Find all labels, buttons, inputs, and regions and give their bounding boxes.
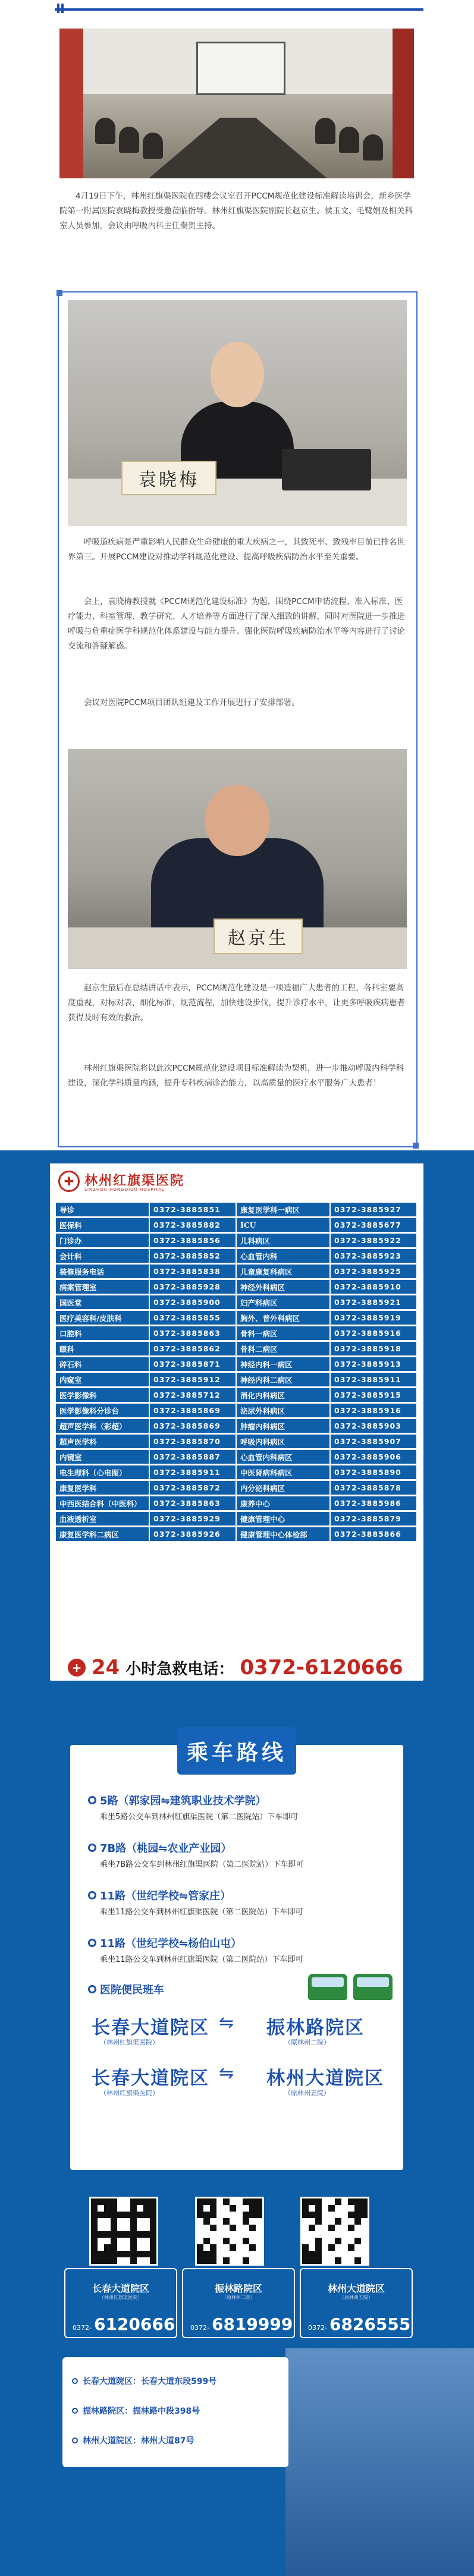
hospital-name-en: LINZHOU HONGQIQU HOSPITAL xyxy=(84,1187,165,1192)
department-phone[interactable]: 0372-3885851 xyxy=(150,1203,236,1216)
circle-icon xyxy=(72,2437,78,2443)
top-divider xyxy=(55,8,423,11)
nameplate: 赵京生 xyxy=(214,919,303,954)
circle-icon xyxy=(88,1985,96,1993)
department-phone[interactable]: 0372-3885911 xyxy=(150,1465,236,1479)
department-name: 中西医结合科（中医科） xyxy=(56,1496,149,1510)
department-name: 医保科 xyxy=(56,1218,149,1232)
department-phone[interactable]: 0372-3885878 xyxy=(331,1481,416,1495)
department-name: 超声医学科（彩超） xyxy=(56,1419,149,1433)
department-name: 骨科一病区 xyxy=(237,1326,329,1340)
nameplate: 袁晓梅 xyxy=(121,461,216,495)
phone-directory-table xyxy=(56,1203,418,1541)
department-name: 心血管内科病区 xyxy=(237,1450,329,1464)
campus-a-sub: （林州红旗渠医院） xyxy=(100,2039,159,2046)
department-phone[interactable]: 0372-3885927 xyxy=(331,1203,416,1216)
hospital-name: 林州红旗渠医院 xyxy=(84,1173,185,1188)
department-phone[interactable]: 0372-3885929 xyxy=(150,1512,236,1526)
campus-phone[interactable]: 0372- 6826555 xyxy=(308,2314,411,2334)
department-phone[interactable]: 0372-3885887 xyxy=(150,1450,236,1464)
campus-b-sub: （原林州五院） xyxy=(284,2089,330,2097)
campus-sub: （原林州五院） xyxy=(340,2295,373,2300)
department-phone[interactable]: 0372-3885862 xyxy=(150,1342,236,1355)
department-name: 骨科二病区 xyxy=(237,1342,329,1355)
department-name: 国医堂 xyxy=(56,1295,149,1309)
paragraph-6: 林州红旗渠医院将以此次PCCM规范化建设项目标准解读为契机，进一步推动呼吸内科学科建设，深化学科质量内涵，提升专科疾病诊治能力，以高质量的医疗水平服务广大患者！ xyxy=(68,1064,404,1088)
hospital-logo-icon: ✚ xyxy=(58,1171,80,1192)
campus-a: 长春大道院区 xyxy=(92,2017,209,2039)
department-name: 康复医学科一病区 xyxy=(237,1203,329,1216)
route-line-1: 5路（郭家园⇋建筑职业技术学院） xyxy=(88,1792,266,1808)
department-phone[interactable]: 0372-3885911 xyxy=(331,1373,416,1386)
emergency-hours: 24 xyxy=(92,1656,120,1679)
paragraph-2: 呼吸道疾病是严重影响人民群众生命健康的重大疾病之一，其致死率、致残率目前已排名世界第三。开展PCCM建设对推动学科规范化建设、提高呼吸疾病防治水平至关重要。 xyxy=(68,537,405,562)
department-name: 儿科病区 xyxy=(237,1234,329,1247)
department-name: 呼吸内科病区 xyxy=(237,1435,329,1448)
qr-code-douyin[interactable] xyxy=(300,2197,369,2266)
emergency-label: 小时急救电话： xyxy=(125,1660,234,1678)
department-phone[interactable]: 0372-3885855 xyxy=(150,1311,236,1325)
phone-directory-card xyxy=(50,1163,423,1681)
department-phone[interactable]: 0372-3885925 xyxy=(331,1265,416,1278)
route-desc-4: 乘坐11路公交车到林州红旗渠医院（第二医院站）下车即可 xyxy=(100,1955,303,1964)
qr-code-subscription[interactable] xyxy=(89,2197,158,2266)
paragraph-3: 会上，袁晓梅教授就《PCCM规范化建设标准》为题，围绕PCCM申请流程、准入标准、医疗能力、科室管理、教学研究、人才培养等方面进行了深入细致的讲解，同时对医院进一步推进呼吸与危重症医学科规范化体系建设与能力提升、强化医院呼吸疾病防治水平等内容进行了讨论交流和答疑解惑。 xyxy=(68,597,405,651)
swap-arrow-icon: ⇋ xyxy=(219,2012,234,2033)
department-name: 医疗美容科/皮肤科 xyxy=(56,1311,149,1325)
route-desc-3: 乘坐11路公交车到林州红旗渠医院（第二医院站）下车即可 xyxy=(100,1908,303,1917)
department-phone[interactable]: 0372-3885907 xyxy=(331,1435,416,1448)
bus-route-card xyxy=(70,1740,403,2170)
department-name: 会计科 xyxy=(56,1249,149,1263)
department-phone[interactable]: 0372-3885916 xyxy=(331,1404,416,1417)
department-name: 儿童康复科病区 xyxy=(237,1265,329,1278)
department-phone[interactable]: 0372-3885872 xyxy=(150,1481,236,1495)
circle-icon xyxy=(72,2378,78,2384)
department-name: 口腔科 xyxy=(56,1326,149,1340)
emergency-phone[interactable]: 0372-6120666 xyxy=(240,1656,403,1679)
department-name: 中医肾病科病区 xyxy=(237,1465,329,1479)
qr-code-video[interactable] xyxy=(195,2197,264,2266)
department-name: 导诊 xyxy=(56,1203,149,1216)
circle-icon xyxy=(88,1844,96,1852)
department-phone[interactable]: 0372-3885871 xyxy=(150,1357,236,1371)
department-name: 康养中心 xyxy=(237,1496,329,1510)
department-name: 超声医学科 xyxy=(56,1435,149,1448)
route-line-2: 7B路（桃园⇋农业产业园） xyxy=(88,1840,231,1855)
department-name: 内窥室 xyxy=(56,1373,149,1386)
article-section xyxy=(0,0,474,1150)
campus-a-sub: （林州红旗渠医院） xyxy=(100,2089,159,2097)
department-name: 病案管理室 xyxy=(56,1280,149,1294)
campus-name: 林州大道院区 xyxy=(327,2283,385,2294)
department-phone[interactable]: 0372-3885900 xyxy=(150,1295,236,1309)
route-title: 乘车路线 xyxy=(177,1727,296,1775)
department-phone[interactable]: 0372-3885906 xyxy=(331,1450,416,1464)
department-phone[interactable]: 0372-3885913 xyxy=(331,1357,416,1371)
department-name: 健康管理中心体检部 xyxy=(237,1527,329,1541)
department-phone[interactable]: 0372-3885916 xyxy=(331,1326,416,1340)
department-phone[interactable]: 0372-3885928 xyxy=(150,1280,236,1294)
emergency-hotline xyxy=(50,1655,423,1681)
department-phone[interactable]: 0372-3885919 xyxy=(331,1311,416,1325)
department-name: 内镜室 xyxy=(56,1450,149,1464)
address-line: 林州大道院区：林州大道87号 xyxy=(72,2435,194,2446)
hospital-building-image xyxy=(285,2348,474,2576)
department-phone[interactable]: 0372-3885922 xyxy=(331,1234,416,1247)
bus-icon xyxy=(308,1974,347,2000)
department-phone[interactable]: 0372-3885838 xyxy=(150,1265,236,1278)
circle-icon xyxy=(88,1796,96,1804)
campus-b-sub: （原林州二院） xyxy=(284,2039,330,2046)
department-name: 康复医学科 xyxy=(56,1481,149,1495)
shuttle-title: 医院便民班车 xyxy=(88,1981,164,1997)
campus-phone-card xyxy=(182,2268,295,2338)
department-phone[interactable]: 0372-3885910 xyxy=(331,1280,416,1294)
plus-icon: + xyxy=(68,1659,86,1677)
campus-phone[interactable]: 0372- 6120666 xyxy=(73,2314,175,2334)
department-phone[interactable]: 0372-3885863 xyxy=(150,1496,236,1510)
campus-b: 林州大道院区 xyxy=(266,2068,384,2089)
department-phone[interactable]: 0372-3885863 xyxy=(150,1326,236,1340)
department-name: 神经外科病区 xyxy=(237,1280,329,1294)
speaker-photo-1 xyxy=(68,300,407,526)
campus-phone[interactable]: 0372- 6819999 xyxy=(190,2314,293,2334)
route-desc-2: 乘坐7B路公交车到林州红旗渠医院（第二医院站）下车即可 xyxy=(100,1860,304,1869)
department-name: 装修服务电话 xyxy=(56,1265,149,1278)
campus-sub: （林州红旗渠医院） xyxy=(99,2295,142,2300)
circle-icon xyxy=(88,1939,96,1947)
meeting-photo xyxy=(59,29,414,178)
department-phone[interactable]: 0372-3885869 xyxy=(150,1419,236,1433)
campus-phone-card xyxy=(300,2268,413,2338)
paragraph-1: 4月19日下午，林州红旗渠医院在四楼会议室召开PCCM规范化建设标准解读培训会，新乡医学院第一附属医院袁晓梅教授受邀莅临指导。林州红旗渠医院副院长赵京生、侯玉文、毛鹭娟及相关科室人员参加，会议由呼吸内科主任秦贺主持。 xyxy=(59,191,413,231)
swap-arrow-icon: ⇋ xyxy=(219,2063,234,2084)
circle-icon xyxy=(72,2408,78,2414)
department-name: 碎石科 xyxy=(56,1357,149,1371)
department-phone[interactable]: 0372-3885869 xyxy=(150,1404,236,1417)
speaker-photo-2 xyxy=(68,749,407,969)
department-name: 胸外、普外科病区 xyxy=(237,1311,329,1325)
department-name: 门诊办 xyxy=(56,1234,149,1247)
department-name: ICU xyxy=(237,1218,329,1232)
campus-phone-card xyxy=(64,2268,177,2338)
department-name: 肿瘤内科病区 xyxy=(237,1419,329,1433)
department-phone[interactable]: 0372-3885882 xyxy=(150,1218,236,1232)
department-name: 血液透析室 xyxy=(56,1512,149,1526)
department-name: 消化内科病区 xyxy=(237,1388,329,1402)
department-phone[interactable]: 0372-3885870 xyxy=(150,1435,236,1448)
department-name: 神经内科一病区 xyxy=(237,1357,329,1371)
department-name: 健康管理中心 xyxy=(237,1512,329,1526)
department-phone[interactable]: 0372-3885677 xyxy=(331,1218,416,1232)
department-phone[interactable]: 0372-3885921 xyxy=(331,1295,416,1309)
department-phone[interactable]: 0372-3885866 xyxy=(331,1527,416,1541)
bars-icon xyxy=(57,4,65,13)
department-phone[interactable]: 0372-3885926 xyxy=(150,1527,236,1541)
campus-a: 长春大道院区 xyxy=(92,2068,209,2089)
department-name: 心血管内科 xyxy=(237,1249,329,1263)
address-line: 振林路院区：振林路中段398号 xyxy=(72,2405,200,2417)
bus-icon xyxy=(353,1974,393,2000)
campus-name: 长春大道院区 xyxy=(92,2283,149,2294)
department-name: 医学影像科 xyxy=(56,1388,149,1402)
department-phone[interactable]: 0372-3885903 xyxy=(331,1419,416,1433)
address-card xyxy=(62,2357,288,2467)
department-phone[interactable]: 0372-3885918 xyxy=(331,1342,416,1355)
route-desc-1: 乘坐5路公交车到林州红旗渠医院（第二医院站）下车即可 xyxy=(100,1813,299,1822)
department-phone[interactable]: 0372-3885712 xyxy=(150,1388,236,1402)
paragraph-5: 赵京生最后在总结讲话中表示，PCCM规范化建设是一项造福广大患者的工程，各科室要高度重视，对标对表，细化标准，规范流程，加快建设步伐，提升诊疗水平，让更多呼吸疾病患者获得及时有效的救治。 xyxy=(68,983,405,1023)
department-phone[interactable]: 0372-3885852 xyxy=(150,1249,236,1263)
department-name: 康复医学科二病区 xyxy=(56,1527,149,1541)
department-phone[interactable]: 0372-3885923 xyxy=(331,1249,416,1263)
department-phone[interactable]: 0372-3885915 xyxy=(331,1388,416,1402)
department-name: 电生理科（心电图） xyxy=(56,1465,149,1479)
department-phone[interactable]: 0372-3885986 xyxy=(331,1496,416,1510)
paragraph-4: 会议对医院PCCM项目团队组建及工作开展进行了安排部署。 xyxy=(84,698,300,707)
department-phone[interactable]: 0372-3885879 xyxy=(331,1512,416,1526)
department-phone[interactable]: 0372-3885856 xyxy=(150,1234,236,1247)
campus-sub: （原林州二院） xyxy=(222,2295,255,2300)
department-name: 眼科 xyxy=(56,1342,149,1355)
department-phone[interactable]: 0372-3885912 xyxy=(150,1373,236,1386)
route-line-3: 11路（世纪学校⇋管家庄） xyxy=(88,1888,231,1903)
campus-name: 振林路院区 xyxy=(214,2283,262,2294)
route-line-4: 11路（世纪学校⇋杨伯山屯） xyxy=(88,1935,241,1951)
department-phone[interactable]: 0372-3885890 xyxy=(331,1465,416,1479)
campus-b: 振林路院区 xyxy=(266,2017,365,2039)
circle-icon xyxy=(88,1891,96,1899)
department-name: 妇产科病区 xyxy=(237,1295,329,1309)
department-name: 神经内科二病区 xyxy=(237,1373,329,1386)
department-name: 医学影像科分诊台 xyxy=(56,1404,149,1417)
department-name: 内分泌科病区 xyxy=(237,1481,329,1495)
address-line: 长春大道院区：长春大道东段599号 xyxy=(72,2375,216,2387)
department-name: 泌尿外科病区 xyxy=(237,1404,329,1417)
